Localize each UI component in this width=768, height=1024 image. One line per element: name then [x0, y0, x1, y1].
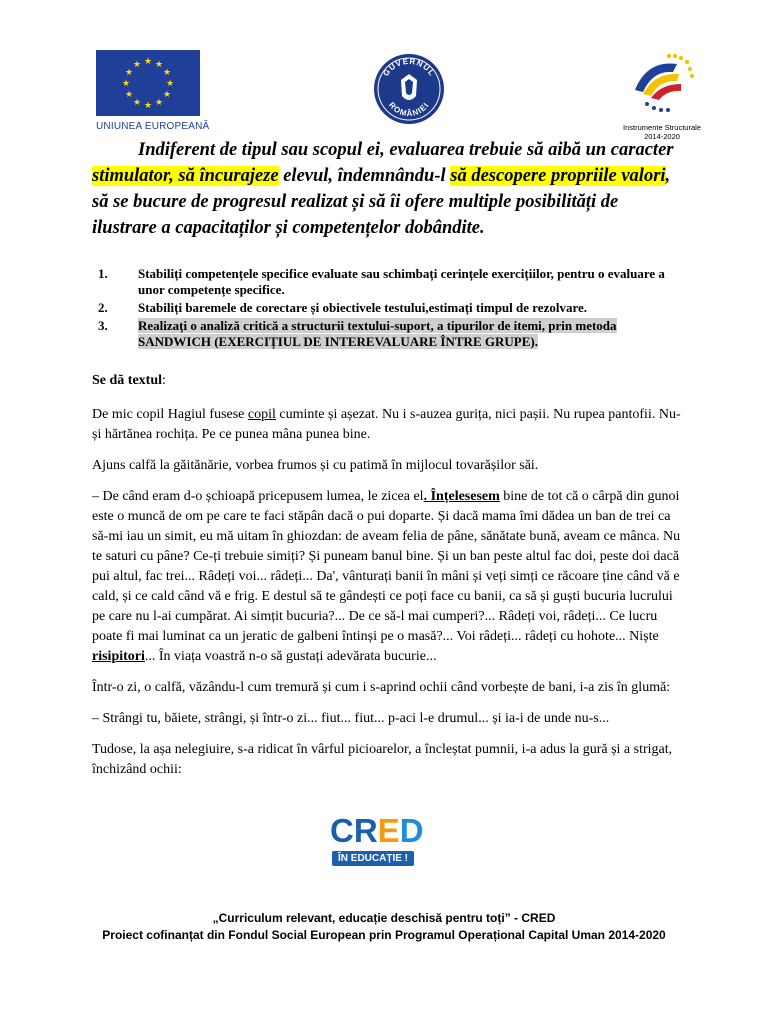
list-item: [98, 300, 688, 316]
list-item: [98, 318, 688, 350]
eu-logo: [96, 50, 210, 132]
footer: [0, 910, 768, 944]
cred-letters-cr: CR: [330, 812, 378, 849]
footer-line-1: „Curriculum relevant, educație deschisă pentru toți” - CRED: [212, 911, 556, 925]
intro-highlight-1: stimulator, să încurajeze: [92, 166, 279, 186]
underlined-word-copil: copil: [247, 407, 276, 422]
svg-text:★: ★: [154, 60, 164, 70]
paragraph-1-part-b: cuminte și așezat. Nu i s-auzea gurița, nici pașii. Nu rupea pantofii. Nu-și hărtănea rochița. Pe ce punea mâna punea bine.: [92, 407, 681, 442]
paragraph-3: [92, 487, 682, 667]
intro-text-2: elevul, îndemnându-l: [278, 166, 451, 186]
seal-top-text: GUVERNUL: [381, 56, 437, 78]
paragraph-5: – Strângi tu, băiete, strângi, și într-o zi... fiut... fiut... p-aci l-e drumul... și ia-i de unde nu-s...: [92, 711, 610, 726]
svg-text:★: ★: [143, 57, 153, 67]
svg-text:★: ★: [162, 90, 172, 100]
structural-instruments-logo: [612, 50, 712, 141]
svg-text:★: ★: [124, 90, 134, 100]
svg-text:★: ★: [143, 101, 153, 111]
task-list: [98, 266, 688, 352]
paragraph-3-part-b: bine de tot că o cârpă din gunoi este o muncă de om pe care te faci stăpân dacă o pui doparte. Și dacă mama îmi dădea un ban de trei ca să-mi iau un simit, eu mă uitam în ghiozdan: de aveam felia de pâne, sănătate bună, aveam ce mânca. Nu te saturi cu pâne? Ce-ți trebuie simiți? Și puneam banul bine. Și un ban peste altul fac doi, peste doi dacă pui altul, fac trei... Râdeți voi... râdeți... Da', vânturați banii în mâni și veți simți ce răcoare ține când vă e cald, și ce cald când vă e frig. E destul să te gândești ce poți face cu banii, ca să și guști bucuria lucrului pe care nu l-ai cumpărat. Ai simțit bucuria?... De ce să-l mai cumperi?... Râdeți voi, râdeți... Ce lucru poate fi mai luminat ca un jeratic de galbeni întinși pe o masă?... Voi râdeți... râdeți cu hohote... Niște: [92, 489, 681, 644]
intro-text-3: , să se bucure de progresul realizat și să îi ofere multiple posibilități de ilustrare a capacitaților și competențelor dobândite.: [92, 166, 671, 238]
footer-line-2: Proiect cofinanțat din Fondul Social European prin Programul Operațional Capital Uman 2014-2020: [102, 928, 666, 942]
svg-text:★: ★: [121, 79, 131, 89]
task-text: Stabiliți baremele de corectare și obiectivele testului,estimați timpul de rezolvare.: [138, 300, 588, 315]
underlined-word-intelesesem: . Înțelesesem: [423, 489, 500, 504]
government-seal-icon: [372, 52, 446, 126]
intro-highlight-2: să descopere propriile valori: [450, 166, 666, 186]
task-number: 1.: [98, 266, 108, 281]
paragraph-3-part-a: – De când eram d-o șchioapă pricepusem lumea, le zicea el: [92, 489, 424, 504]
text-body: [92, 371, 682, 791]
structural-instruments-icon: [627, 50, 697, 116]
text-label: Se dă textul: [92, 373, 162, 388]
list-item: [98, 266, 688, 298]
cred-logo: [330, 814, 434, 866]
task-text: Realizați o analiză critică a structurii textului-suport, a tipurilor de itemi, prin metoda SANDWICH (EXERCIȚIUL DE INTEREVALUARE ÎNTRE GRUPE).: [138, 318, 617, 349]
paragraph-2: Ajuns calfă la găitănărie, vorbea frumos și cu patimă în mijlocul tovarășilor săi.: [92, 458, 539, 473]
is-caption-line1: Instrumente Structurale: [623, 123, 701, 132]
is-caption-line2: 2014-2020: [644, 132, 680, 141]
svg-text:★: ★: [154, 98, 164, 108]
task-number: 3.: [98, 318, 108, 333]
paragraph-4: Într-o zi, o calfă, văzându-l cum tremură și cum i s-aprind ochii când vorbește de bani, i-a zis în glumă:: [92, 680, 671, 695]
svg-text:★: ★: [132, 98, 142, 108]
eu-flag-icon: [96, 50, 200, 116]
intro-paragraph: [92, 137, 682, 241]
seal-bottom-text: ROMÂNIEI: [386, 100, 431, 119]
task-text: Stabiliți competențele specifice evaluate sau schimbați cerințele exercițiilor, pentru o evaluare a unor competențe specifice.: [138, 266, 665, 297]
paragraph-1: [92, 405, 682, 445]
svg-text:★: ★: [165, 79, 175, 89]
svg-text:★: ★: [162, 68, 172, 78]
eu-caption: UNIUNEA EUROPEANĂ: [96, 121, 210, 132]
cred-letter-e: E: [377, 812, 400, 849]
text-label-colon: :: [162, 373, 166, 388]
paragraph-3-part-c: ... În viața voastră n-o să gustați adevărata bucurie...: [144, 649, 437, 664]
paragraph-1-part-a: De mic copil Hagiul fusese: [92, 407, 248, 422]
underlined-word-risipitori: risipitori: [92, 649, 145, 664]
cred-letter-d: D: [399, 812, 424, 849]
svg-text:★: ★: [124, 68, 134, 78]
text-label-line: [92, 371, 682, 391]
intro-text-1: Indiferent de tipul sau scopul ei, evaluarea trebuie să aibă un caracter: [138, 140, 674, 160]
cred-wordmark: [330, 814, 434, 848]
task-number: 2.: [98, 300, 108, 315]
cred-badge: ÎN EDUCAȚIE !: [332, 851, 414, 866]
svg-text:★: ★: [132, 60, 142, 70]
paragraph-6: Tudose, la așa nelegiuire, s-a ridicat în vârful picioarelor, a încleștat pumnii, i-a adus la gură și a strigat, închizând ochii:: [92, 742, 673, 777]
